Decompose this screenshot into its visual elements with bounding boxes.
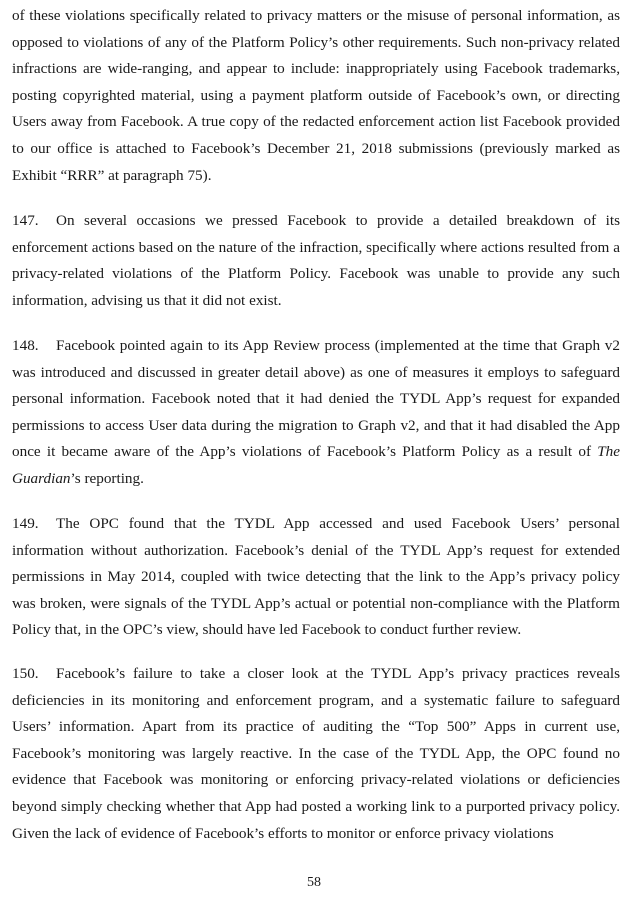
paragraph-text: Facebook’s failure to take a closer look at the TYDL App’s privacy practices reveals deficiencies in its monitoring and enforcement program, and a systematic failure to safeguard Users’ information. Apart from its practice of auditing the “Top 500” Apps in current use, Facebook’s monitoring was largely reactive. In the case of the TYDL App, the OPC found no evidence that Facebook was monitoring or enforcing privacy-related violations or deficiencies beyond simply checking whether that App had posted a working link to a purported privacy policy. Given the lack of evidence of Facebook’s efforts to monitor or enforce privacy violations xyxy=(12,665,620,842)
publication-title: The Guardian xyxy=(12,443,620,487)
paragraph-text: On several occasions we pressed Facebook to provide a detailed breakdown of its enforcement actions based on the nature of the infraction, specifically where actions resulted from a privacy-related violations of the Platform Policy. Facebook was unable to provide any such information, advising us that it did not exist. xyxy=(12,212,620,309)
paragraph-text-end: ’s reporting. xyxy=(70,469,144,487)
paragraph-text: The OPC found that the TYDL App accessed and used Facebook Users’ personal information without authorization. Facebook’s denial of the TYDL App’s request for extended permissions in May 2014, coupled with twice detecting that the link to the App’s privacy policy was broken, were signals of the TYDL App’s actual or potential non-compliance with the Platform Policy that, in the OPC’s view, should have led Facebook to conduct further review. xyxy=(12,515,620,639)
paragraph-text: of these violations specifically related to privacy matters or the misuse of personal information, as opposed to violations of any of the Platform Policy’s other requirements. Such non-privacy related infractions are wide-ranging, and appear to include: inappropriately using Facebook trademarks, posting copyrighted material, using a payment platform outside of Facebook’s own, or directing Users away from Facebook. A true copy of the redacted enforcement action list Facebook provided to our office is attached to Facebook’s December 21, 2018 submissions (previously marked as Exhibit “RRR” at paragraph 75). xyxy=(12,7,620,184)
paragraph-150 xyxy=(12,661,620,847)
paragraph-147 xyxy=(12,208,620,314)
paragraph-continued xyxy=(12,3,620,189)
paragraph-text: Facebook pointed again to its App Review process (implemented at the time that Graph v2 was introduced and discussed in greater detail above) as one of measures it employs to safeguard personal information. Facebook noted that it had denied the TYDL App’s request for expanded permissions to access User data during the migration to Graph v2, and that it had disabled the App once it became aware of the App’s violations of Facebook’s Platform Policy as a result of xyxy=(12,337,620,461)
paragraph-number: 148. xyxy=(12,337,39,354)
paragraph-number: 147. xyxy=(12,212,39,229)
paragraph-number: 150. xyxy=(12,665,39,682)
page-number: 58 xyxy=(307,875,321,890)
paragraph-number: 149. xyxy=(12,515,39,532)
paragraph-148 xyxy=(12,333,620,493)
paragraph-149 xyxy=(12,511,620,644)
